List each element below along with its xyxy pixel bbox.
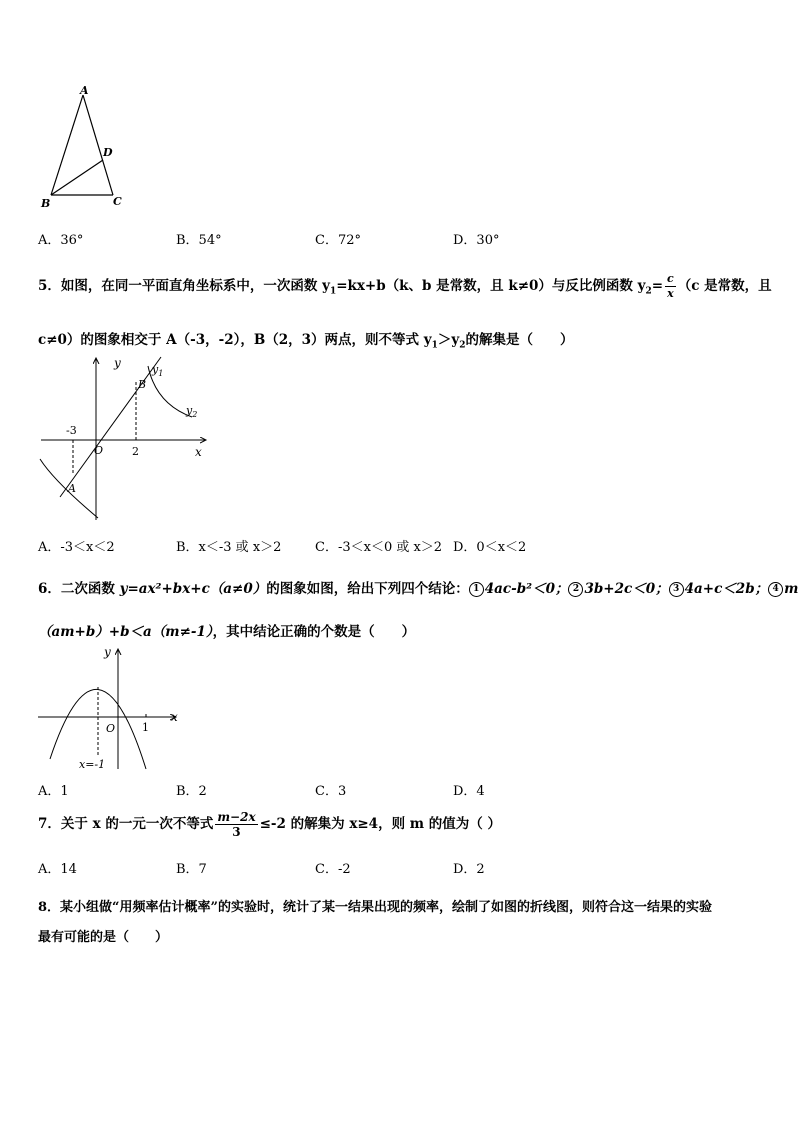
q7-option-c: C．-2 (315, 862, 351, 877)
q7-option-a: A．14 (38, 862, 77, 877)
circled-1: 1 (469, 582, 484, 597)
label-d: D (103, 146, 113, 159)
q4-option-c: C．72° (315, 233, 361, 248)
label-b: B (41, 197, 51, 210)
q6-option-d: D．4 (453, 784, 485, 799)
q5-stem-line1: 5．如图，在同一平面直角坐标系中，一次函数 $y_1=kx+b(k$、b 是常数，且 k≠0）与反比例函数 $y_2=$ $\frac{c}{x}$ （c 是常数，且 (38, 272, 772, 300)
q6-stem-line2: （am+b）+b＜a（m≠-1），其中结论正确的个数是（ ） (38, 624, 416, 640)
point-b-label: B (138, 378, 147, 391)
q7-option-d: D．2 (453, 862, 485, 877)
fraction-c-over-x: $\frac{c}{x}$ (667, 272, 674, 300)
q6-stem-line1: 6．二次函数 y=ax²+bx+c（a≠0）的图象如图，给出下列四个结论： 1 4ac-b²＜0； 2 3b+2c＜0； 3 4a+c＜2b； 4 m (38, 581, 798, 597)
q6-option-c: C．3 (315, 784, 347, 799)
q7-stem: 7．关于 x 的一元一次不等式 $\frac{m-2x}{3}$ ≤-2 的解集为 x≥4，则 m 的值为（ ） (38, 810, 501, 839)
q5-stem-line2: c≠0）的图象相交于 A（-3，-2），B（2，3）两点，则不等式 $y_1>y_2$的解集是（ ） (38, 332, 574, 351)
q6-parabola-graph (36, 643, 186, 773)
q4-option-d: D．30° (453, 233, 500, 248)
axis-of-symmetry-label: x=-1 (79, 758, 106, 771)
circled-4: 4 (768, 582, 783, 597)
tick-1-label: 1 (142, 721, 149, 734)
tick-neg3-label: -3 (66, 424, 77, 437)
q8-stem-line2: 最有可能的是（ ） (38, 930, 169, 945)
axis-y-label: y (114, 356, 121, 370)
q5-graph (36, 352, 216, 524)
origin-label: O (106, 722, 116, 735)
point-a-label: A (68, 482, 76, 495)
axis-y-label: y (104, 645, 111, 659)
q4-option-b: B．54° (176, 233, 222, 248)
triangle-figure (36, 82, 136, 210)
label-a: A (80, 84, 89, 97)
y2-label: $y_2$ (186, 404, 198, 419)
q4-option-a: A．36° (38, 233, 84, 248)
y1-label: $y_1$ (152, 363, 164, 378)
q5-option-c: C．-3＜x＜0 或 x＞2 (315, 540, 443, 555)
q5-option-d: D．0＜x＜2 (453, 540, 527, 555)
label-c: C (113, 195, 122, 208)
q5-option-a: A．-3＜x＜2 (38, 540, 115, 555)
q7-option-b: B．7 (176, 862, 207, 877)
q5-option-b: B．x＜-3 或 x＞2 (176, 540, 282, 555)
q6-option-b: B．2 (176, 784, 207, 799)
circled-3: 3 (669, 582, 684, 597)
circled-2: 2 (568, 582, 583, 597)
tick-2-label: 2 (132, 445, 139, 458)
axis-x-label: x (195, 445, 202, 459)
origin-label: O (94, 444, 104, 457)
axis-x-label: x (171, 710, 178, 724)
q6-option-a: A．1 (38, 784, 69, 799)
fraction-m-minus-2x-over-3: $\frac{m-2x}{3}$ (217, 810, 256, 839)
q8-stem-line1: 8．某小组做“用频率估计概率”的实验时，统计了某一结果出现的频率，绘制了如图的折线图，则符合这一结果的实验 (38, 900, 713, 915)
